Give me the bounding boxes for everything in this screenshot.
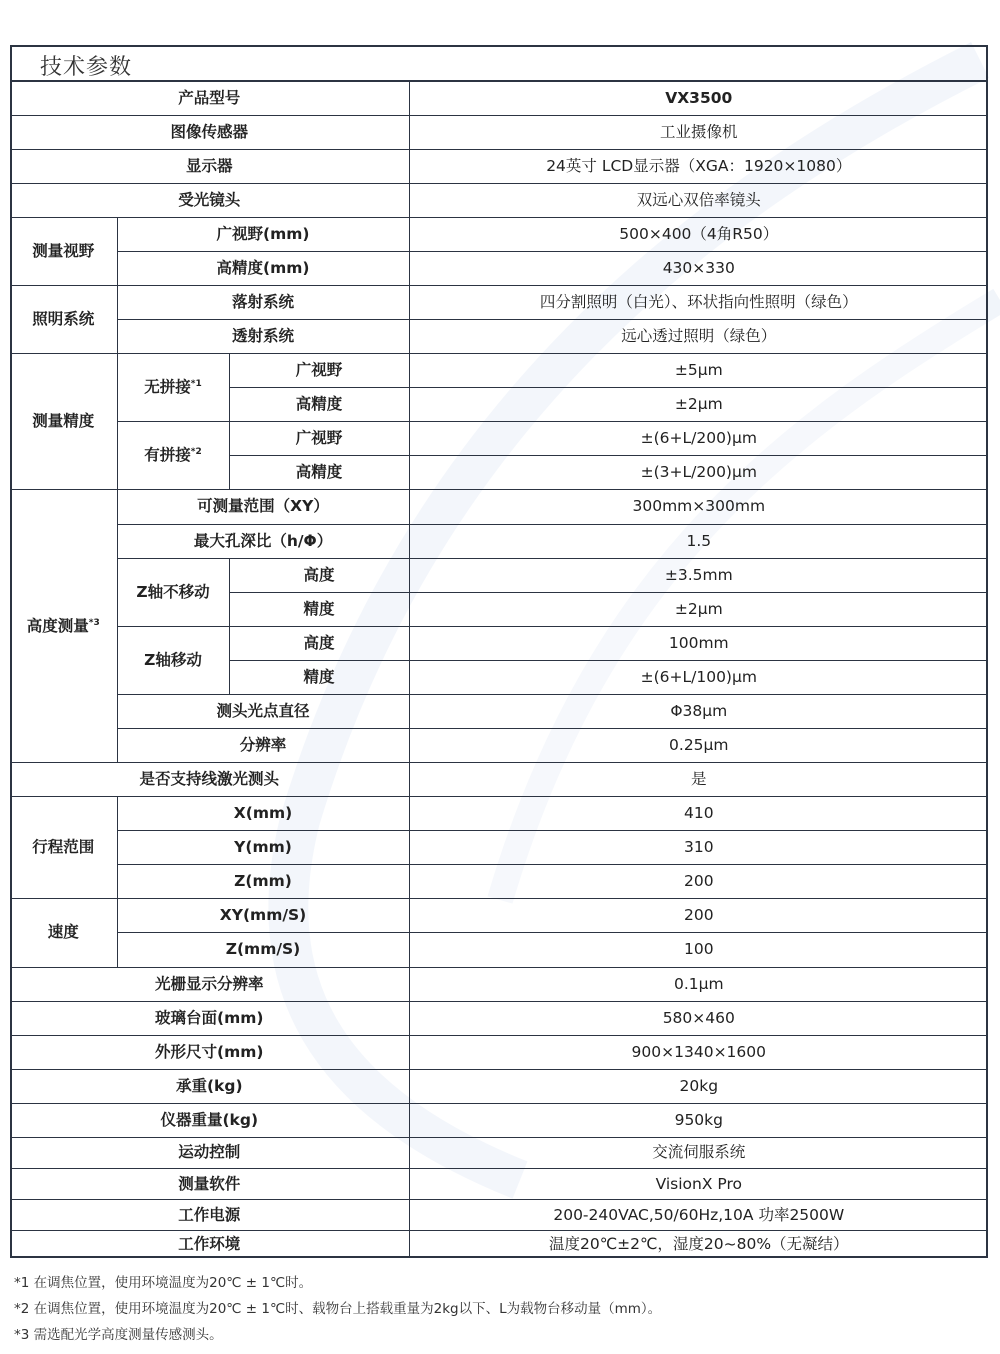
row-label: 受光镜头: [10, 183, 409, 217]
row-value: ±(3+L/200)μm: [409, 456, 988, 490]
row-label: 广视野: [229, 354, 409, 388]
row-label: Y(mm): [117, 831, 409, 865]
group-label: 行程范围: [10, 797, 117, 899]
page-title: 技术参数: [40, 55, 133, 80]
footnote-3: *3 需选配光学高度测量传感测头。: [14, 1327, 223, 1343]
table-row: [10, 797, 988, 831]
row-label: 承重(kg): [10, 1069, 409, 1103]
table-row: [10, 422, 988, 456]
table-row: [10, 1231, 988, 1258]
table-row: [10, 1169, 988, 1200]
table-row: [10, 1137, 988, 1168]
row-label: Z(mm): [117, 865, 409, 899]
table-row: [10, 694, 988, 728]
row-label: X(mm): [117, 797, 409, 831]
row-label: 光栅显示分辨率: [10, 967, 409, 1001]
row-value: VX3500: [409, 81, 988, 115]
row-value: ±3.5mm: [409, 558, 988, 592]
table-row: [10, 831, 988, 865]
row-value: 950kg: [409, 1103, 988, 1137]
row-value: 430×330: [409, 251, 988, 285]
row-label: 高度: [229, 558, 409, 592]
row-value: 交流伺服系统: [409, 1137, 988, 1168]
row-value: 100: [409, 933, 988, 967]
table-row: [10, 1001, 988, 1035]
row-value: 500×400（4角R50）: [409, 217, 988, 251]
row-label: 高度: [229, 626, 409, 660]
row-value: 双远心双倍率镜头: [409, 183, 988, 217]
table-row: [10, 626, 988, 660]
row-label: 高精度: [229, 456, 409, 490]
subgroup-label: Z轴不移动: [117, 558, 229, 626]
group-label: 测量视野: [10, 217, 117, 285]
row-label: 产品型号: [10, 81, 409, 115]
row-label: Z(mm/S): [117, 933, 409, 967]
table-row: [10, 81, 988, 115]
table-row: [10, 354, 988, 388]
subgroup-label: 无拼接$^{*1}$: [117, 354, 229, 422]
row-value: 410: [409, 797, 988, 831]
row-label: 玻璃台面(mm): [10, 1001, 409, 1035]
group-label: 速度: [10, 899, 117, 967]
row-value: 远心透过照明（绿色）: [409, 320, 988, 354]
table-row: [10, 865, 988, 899]
row-label: 广视野: [229, 422, 409, 456]
row-value: ±2μm: [409, 592, 988, 626]
group-label: 测量精度: [10, 354, 117, 490]
row-label: 落射系统: [117, 285, 409, 319]
row-label: 工作环境: [10, 1231, 409, 1258]
table-row: [10, 1035, 988, 1069]
table-row: [10, 320, 988, 354]
row-value: 四分割照明（白光）、环状指向性照明（绿色）: [409, 285, 988, 319]
table-row: [10, 115, 988, 149]
row-label: 外形尺寸(mm): [10, 1035, 409, 1069]
table-row: [10, 217, 988, 251]
row-value: 310: [409, 831, 988, 865]
row-value: 200: [409, 865, 988, 899]
row-label: 广视野(mm): [117, 217, 409, 251]
spec-table: [10, 80, 988, 1258]
footnotes: [14, 1270, 661, 1348]
row-label: 是否支持线激光测头: [10, 763, 409, 797]
table-row: [10, 149, 988, 183]
row-label: 高精度(mm): [117, 251, 409, 285]
row-label: 分辨率: [117, 728, 409, 762]
row-label: 工作电源: [10, 1200, 409, 1231]
table-row: [10, 490, 988, 524]
row-label: 显示器: [10, 149, 409, 183]
group-label: 高度测量$^{*3}$: [10, 490, 117, 763]
row-label: 高精度: [229, 388, 409, 422]
footnote-2: *2 在调焦位置，使用环境温度为20℃ ± 1℃时、载物台上搭载重量为2kg以下、L为载物台移动量（mm）。: [14, 1301, 662, 1317]
table-row: [10, 967, 988, 1001]
table-row: [10, 728, 988, 762]
row-value: VisionX Pro: [409, 1169, 988, 1200]
row-value: ±(6+L/100)μm: [409, 660, 988, 694]
row-value: 1.5: [409, 524, 988, 558]
row-label: XY(mm/S): [117, 899, 409, 933]
table-row: [10, 183, 988, 217]
table-row: [10, 1069, 988, 1103]
row-label: 可测量范围（XY）: [117, 490, 409, 524]
row-value: 0.25μm: [409, 728, 988, 762]
row-value: 200-240VAC,50/60Hz,10A 功率2500W: [409, 1200, 988, 1231]
table-row: [10, 251, 988, 285]
row-label: 运动控制: [10, 1137, 409, 1168]
row-value: ±(6+L/200)μm: [409, 422, 988, 456]
row-value: 20kg: [409, 1069, 988, 1103]
table-row: [10, 763, 988, 797]
row-value: 工业摄像机: [409, 115, 988, 149]
footnote-1: *1 在调焦位置，使用环境温度为20℃ ± 1℃时。: [14, 1275, 313, 1291]
row-label: 图像传感器: [10, 115, 409, 149]
table-row: [10, 524, 988, 558]
row-value: 24英寸 LCD显示器（XGA：1920×1080）: [409, 149, 988, 183]
row-value: 580×460: [409, 1001, 988, 1035]
row-value: ±5μm: [409, 354, 988, 388]
row-value: 温度20℃±2℃，湿度20~80%（无凝结）: [409, 1231, 988, 1258]
row-value: ±2μm: [409, 388, 988, 422]
table-row: [10, 1103, 988, 1137]
row-value: 300mm×300mm: [409, 490, 988, 524]
row-label: 最大孔深比（h/Φ）: [117, 524, 409, 558]
row-value: 0.1μm: [409, 967, 988, 1001]
subgroup-label: Z轴移动: [117, 626, 229, 694]
row-value: Φ38μm: [409, 694, 988, 728]
row-label: 精度: [229, 592, 409, 626]
table-row: [10, 899, 988, 933]
table-row: [10, 1200, 988, 1231]
row-label: 测量软件: [10, 1169, 409, 1200]
row-label: 测头光点直径: [117, 694, 409, 728]
row-value: 900×1340×1600: [409, 1035, 988, 1069]
row-value: 200: [409, 899, 988, 933]
row-label: 透射系统: [117, 320, 409, 354]
row-value: 100mm: [409, 626, 988, 660]
table-row: [10, 285, 988, 319]
group-label: 照明系统: [10, 285, 117, 353]
table-row: [10, 558, 988, 592]
row-label: 仪器重量(kg): [10, 1103, 409, 1137]
table-row: [10, 933, 988, 967]
row-label: 精度: [229, 660, 409, 694]
row-value: 是: [409, 763, 988, 797]
subgroup-label: 有拼接$^{*2}$: [117, 422, 229, 490]
